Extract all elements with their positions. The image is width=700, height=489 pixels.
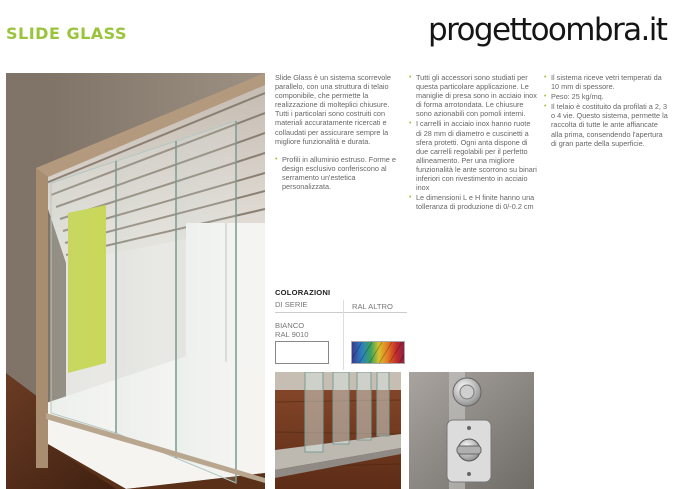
bullet-icon: • [544, 74, 547, 81]
description-column-1 [275, 73, 403, 192]
brand-logo: progettoombra.it [428, 12, 667, 48]
divider [343, 300, 344, 370]
divider [275, 312, 407, 313]
main-photo [6, 73, 265, 489]
handle-detail-photo [409, 372, 534, 489]
list-item: • Il sistema riceve vetri temperati da 10 mm di spessore. [544, 73, 662, 92]
bullet-icon: • [544, 103, 547, 111]
other-colors-label: RAL ALTRO [352, 302, 393, 311]
track-detail-photo [275, 372, 401, 489]
list-item: • I carrelli in acciaio inox hanno ruote di 28 mm di diametro e cuscinetti a sfera protetti. Ogni anta dispone di due carrelli regolabili per il perfetto allineamento. Per una migliore funzionalità le ante scorrono su binari inferiori con rivestimento in acciaio inox [409, 119, 537, 193]
bullet-icon: • [544, 93, 547, 101]
white-color-swatch [275, 341, 329, 364]
intro-paragraph: Slide Glass è un sistema scorrevole parallelo, con una struttura di telaio componibile, che permette la realizzazione di molteplici chiusure. [275, 73, 391, 110]
list-item: • Le dimensioni L e H finite hanno una tolleranza di produzione di 0/-0.2 cm [409, 193, 535, 212]
bullet-icon: • [409, 74, 412, 81]
standard-colors-label: DI SERIE [275, 300, 308, 309]
list-item: • Il telaio è costituito da profilati a 2, 3 o 4 vie. Questo sistema, permette la raccolta di tutte le ante affiancate alla prima, consendendo l'apertura di gran parte della superficie. [544, 102, 668, 148]
intro-paragraph-2: Tutti i particolari sono costruiti con materiali accuratamente ricercati e collaudati per assicurare sempre la migliore funzionalità e durata. [275, 109, 389, 146]
list-item: • Profili in alluminio estruso. Forme e design esclusivo conferiscono al serramento un'estetica personalizzata. [275, 154, 396, 192]
standard-color-name [275, 321, 309, 340]
color-name: BIANCO [275, 321, 305, 330]
list-item: • Tutti gli accessori sono studiati per questa particolare applicazione. Le maniglie di presa sono in acciaio inox di forma arrotondata. Le chiusure sono azionabili con pomoli interni. [409, 73, 537, 119]
color-code: RAL 9010 [275, 330, 309, 340]
bullet-icon: • [275, 155, 278, 163]
list-item: • Peso: 25 kg/mq. [544, 92, 604, 102]
bullet-icon: • [409, 120, 412, 128]
description-column-3 [544, 73, 669, 149]
colors-heading: COLORAZIONI [275, 288, 331, 297]
page-title: SLIDE GLASS [6, 24, 127, 43]
ral-color-swatch [351, 341, 405, 364]
description-column-2 [409, 73, 537, 212]
intro-text [275, 73, 403, 146]
bullet-icon: • [409, 194, 412, 202]
